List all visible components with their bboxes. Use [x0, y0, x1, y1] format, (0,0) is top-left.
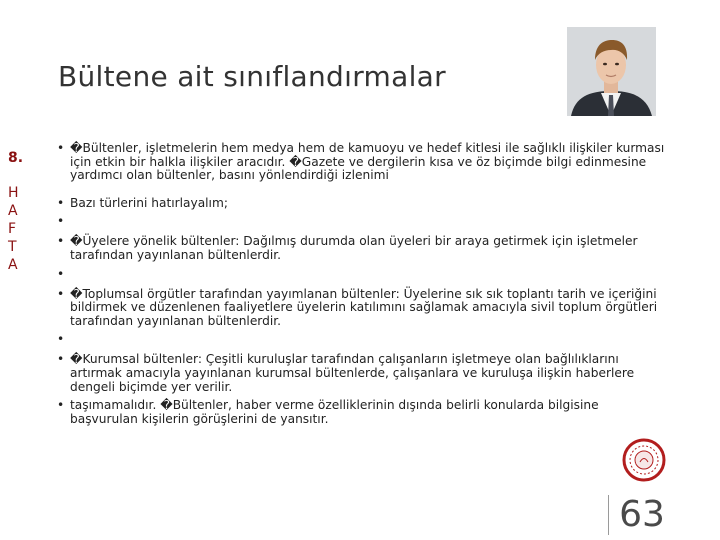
slide-body: [57, 142, 667, 431]
side-letter: T: [8, 239, 17, 255]
side-letter: A: [8, 257, 18, 273]
bullet-item-empty: [57, 215, 667, 228]
bullet-item: • �Kurumsal bültenler: Çeşitli kuruluşlar tarafından çalışanların işletmeye olan bağlılıklarını artırmak amacıyla yayınlanan kurumsal bültenlerde, çalışanlara ve kuruluşa ilişkin haberlere dengeli biçimde yer verilir.: [57, 353, 667, 394]
bullet-item: • �Toplumsal örgütler tarafından yayımlanan bültenler: Üyelerine sık sık toplantı tarih ve içeriğini bildirmek ve düzenlenen faaliyetlere üyelerin katılımını sağlamak amacıyla sivil toplum örgütleri tarafından yayınlanan bültenlerdir.: [57, 288, 667, 329]
portrait-photo: [567, 27, 656, 116]
side-letter: H: [8, 185, 19, 201]
bullet-item: • taşımamalıdır. �Bültenler, haber verme özelliklerinin dışında belirli konularda bilgisine başvurulan kişilerin görüşlerini de yansıtır.: [57, 399, 667, 426]
side-letter: A: [8, 203, 18, 219]
slide-title: Bültene ait sınıflandırmalar: [58, 60, 446, 93]
side-label: [8, 150, 30, 274]
bullet-item-empty: [57, 333, 667, 346]
bullet-item: • �Bültenler, işletmelerin hem medya hem de kamuoyu ve hedef kitlesi ile sağlıklı ilişkiler kurması için etkin bir halkla ilişkiler aracıdır. �Gazete ve dergilerin kısa ve öz biçimde bilgi edinmesine yardımcı olan bültenler, basını yönlendirdiği izlenimi: [57, 142, 667, 183]
bullet-item: • �Üyelere yönelik bültenler: Dağılmış durumda olan üyeleri bir araya getirmek için işletmeler tarafından yayınlanan bültenlerdir.: [57, 235, 667, 262]
bullet-list: [57, 142, 667, 426]
university-seal-icon: [622, 438, 666, 482]
bullet-item-empty: [57, 268, 667, 281]
bullet-item: • Bazı türlerini hatırlayalım;: [57, 197, 667, 211]
side-label-number: 8.: [8, 150, 24, 166]
page-number: 63: [619, 494, 665, 535]
page-number-divider: [608, 495, 609, 535]
side-label-letters: [8, 184, 30, 274]
portrait-icon: [567, 27, 656, 116]
side-letter: F: [8, 221, 17, 237]
